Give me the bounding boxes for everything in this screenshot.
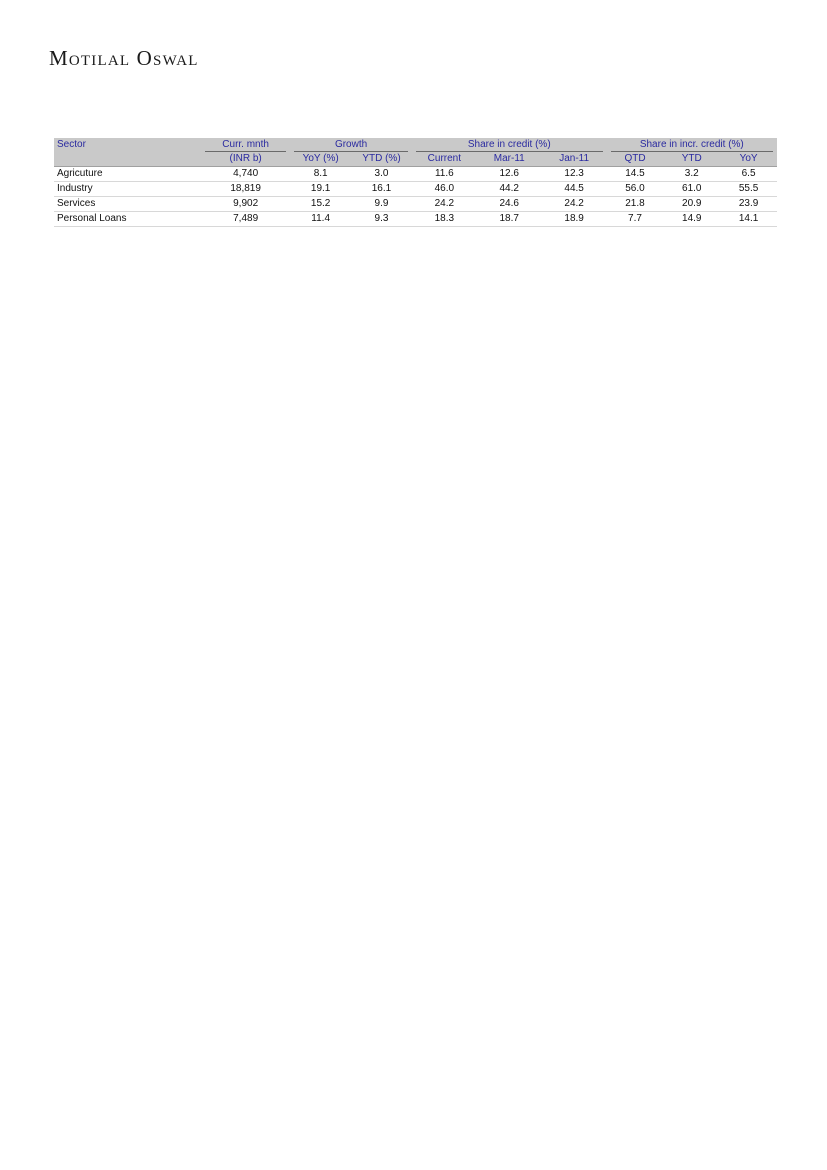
table-row [54, 212, 777, 227]
table-cell: 7.7 [607, 212, 664, 227]
sector-name: Services [54, 197, 201, 212]
table-cell: 24.2 [542, 197, 607, 212]
subheader-mar-11: Mar-11 [477, 152, 542, 167]
table-cell: 21.8 [607, 197, 664, 212]
subheader-yoy: YoY (%) [290, 152, 351, 167]
table-cell: 55.5 [720, 182, 777, 197]
brand-logo: Motilal Oswal [49, 46, 199, 70]
table-cell: 14.9 [663, 212, 720, 227]
table-cell: 46.0 [412, 182, 477, 197]
table-cell: 15.2 [290, 197, 351, 212]
subheader-incr-yoy: YoY [720, 152, 777, 167]
sector-name: Industry [54, 182, 201, 197]
subheader-incr-ytd: YTD [663, 152, 720, 167]
table-cell: 9,902 [201, 197, 290, 212]
table-cell: 18,819 [201, 182, 290, 197]
table-cell: 44.5 [542, 182, 607, 197]
table-cell: 18.3 [412, 212, 477, 227]
header-sector: Sector [54, 138, 201, 152]
table-cell: 3.2 [663, 167, 720, 182]
table-cell: 6.5 [720, 167, 777, 182]
table-cell: 56.0 [607, 182, 664, 197]
table-cell: 24.2 [412, 197, 477, 212]
subheader-current: Current [412, 152, 477, 167]
group-header-row [54, 138, 777, 152]
table-cell: 20.9 [663, 197, 720, 212]
table-cell: 14.5 [607, 167, 664, 182]
table-cell: 23.9 [720, 197, 777, 212]
header-curr-mnth: Curr. mnth [201, 138, 290, 152]
table-row [54, 197, 777, 212]
table-cell: 4,740 [201, 167, 290, 182]
table-cell: 9.9 [351, 197, 412, 212]
sector-name: Personal Loans [54, 212, 201, 227]
table-cell: 12.3 [542, 167, 607, 182]
table-cell: 9.3 [351, 212, 412, 227]
header-share-in-credit: Share in credit (%) [412, 138, 607, 152]
table-cell: 19.1 [290, 182, 351, 197]
table-cell: 12.6 [477, 167, 542, 182]
table-cell: 7,489 [201, 212, 290, 227]
sub-header-row [54, 152, 777, 167]
table-row [54, 167, 777, 182]
table-cell: 44.2 [477, 182, 542, 197]
subheader-blank [54, 152, 201, 167]
table-cell: 3.0 [351, 167, 412, 182]
table-cell: 61.0 [663, 182, 720, 197]
subheader-jan-11: Jan-11 [542, 152, 607, 167]
subheader-ytd: YTD (%) [351, 152, 412, 167]
table-cell: 8.1 [290, 167, 351, 182]
table-cell: 18.7 [477, 212, 542, 227]
header-growth: Growth [290, 138, 412, 152]
table-cell: 16.1 [351, 182, 412, 197]
table-row [54, 182, 777, 197]
sector-name: Agricuture [54, 167, 201, 182]
subheader-inr-b: (INR b) [201, 152, 290, 167]
table-cell: 14.1 [720, 212, 777, 227]
sector-credit-table [54, 138, 777, 227]
table-cell: 11.4 [290, 212, 351, 227]
subheader-qtd: QTD [607, 152, 664, 167]
table-cell: 18.9 [542, 212, 607, 227]
table-cell: 11.6 [412, 167, 477, 182]
header-share-in-incr-credit: Share in incr. credit (%) [607, 138, 777, 152]
table-cell: 24.6 [477, 197, 542, 212]
